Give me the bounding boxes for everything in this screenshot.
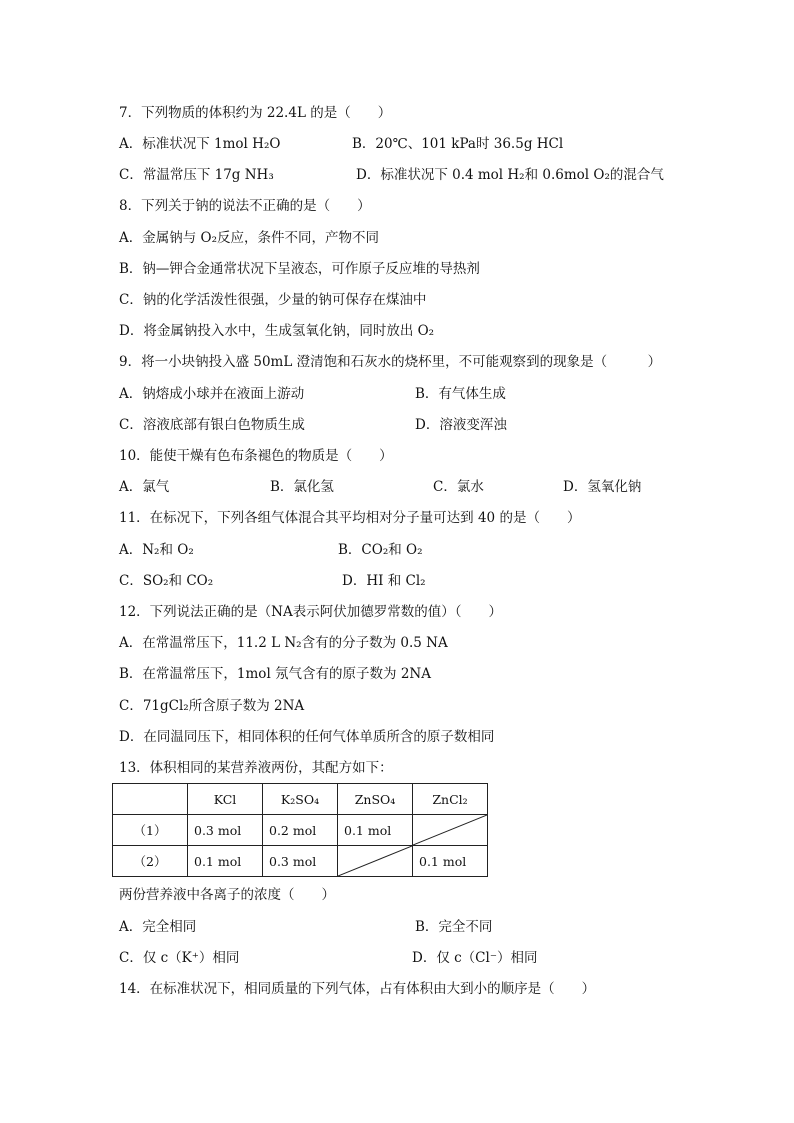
q12-option-c: C．71gCl₂所含原子数为 2NA bbox=[119, 698, 305, 714]
q8-option-d: D．将金属钠投入水中，生成氢氧化钠，同时放出 O₂ bbox=[119, 323, 435, 339]
q10-stem: 10．能使干燥有色布条褪色的物质是（ ） bbox=[119, 448, 393, 464]
table-cell: 0.3 mol bbox=[263, 846, 338, 877]
table-cell-empty-diagonal bbox=[338, 846, 413, 877]
table-cell: 0.3 mol bbox=[188, 815, 263, 846]
table-row bbox=[113, 815, 488, 846]
table-header-cell: ZnSO₄ bbox=[338, 784, 413, 815]
q7-option-c: C．常温常压下 17g NH₃ bbox=[119, 167, 274, 183]
q13-option-c: C．仅 c（K⁺）相同 bbox=[119, 950, 240, 966]
q12-option-d: D．在同温同压下，相同体积的任何气体单质所含的原子数相同 bbox=[119, 729, 495, 745]
q10-option-b: B．氯化氢 bbox=[270, 479, 334, 495]
q9-option-b: B．有气体生成 bbox=[415, 386, 506, 402]
table-cell: 0.1 mol bbox=[188, 846, 263, 877]
q9-option-c: C．溶液底部有银白色物质生成 bbox=[119, 417, 305, 433]
q8-option-a: A．金属钠与 O₂反应，条件不同，产物不同 bbox=[119, 230, 380, 246]
q7-option-d: D．标准状况下 0.4 mol H₂和 0.6mol O₂的混合气 bbox=[356, 167, 664, 183]
q9-stem: 9．将一小块钠投入盛 50mL 澄清饱和石灰水的烧杯里，不可能观察到的现象是（ ） bbox=[119, 354, 662, 370]
q13-option-b: B．完全不同 bbox=[415, 919, 493, 935]
table-row-label: （1） bbox=[113, 815, 188, 846]
q13-option-d: D．仅 c（Cl⁻）相同 bbox=[412, 950, 538, 966]
q8-stem: 8．下列关于钠的说法不正确的是（ ） bbox=[119, 198, 371, 214]
table-row-label: （2） bbox=[113, 846, 188, 877]
q12-stem: 12．下列说法正确的是（NA表示阿伏加德罗常数的值）（ ） bbox=[119, 604, 502, 620]
q11-stem: 11．在标况下，下列各组气体混合其平均相对分子量可达到 40 的是（ ） bbox=[119, 510, 581, 526]
q10-option-a: A．氯气 bbox=[119, 479, 170, 495]
q11-option-b: B．CO₂和 O₂ bbox=[338, 542, 423, 558]
q9-option-d: D．溶液变浑浊 bbox=[415, 417, 507, 433]
q11-option-a: A．N₂和 O₂ bbox=[119, 542, 194, 558]
table-header-cell: ZnCl₂ bbox=[413, 784, 488, 815]
q12-option-a: A．在常温常压下，11.2 L N₂含有的分子数为 0.5 NA bbox=[119, 635, 448, 651]
table-cell: 0.1 mol bbox=[338, 815, 413, 846]
q10-option-d: D．氢氧化钠 bbox=[563, 479, 642, 495]
q7-stem: 7．下列物质的体积约为 22.4L 的是（ ） bbox=[119, 105, 392, 121]
table-row bbox=[113, 846, 488, 877]
q10-option-c: C．氯水 bbox=[433, 479, 484, 495]
table-header-cell bbox=[113, 784, 188, 815]
table-header-cell: K₂SO₄ bbox=[263, 784, 338, 815]
q13-followup: 两份营养液中各离子的浓度（ ） bbox=[119, 887, 335, 903]
table-cell: 0.2 mol bbox=[263, 815, 338, 846]
q8-option-c: C．钠的化学活泼性很强，少量的钠可保存在煤油中 bbox=[119, 292, 427, 308]
diagonal-slash bbox=[338, 846, 412, 876]
nutrient-recipe-table bbox=[112, 783, 488, 877]
table-header-row bbox=[113, 784, 488, 815]
q7-option-b: B．20℃、101 kPa时 36.5g HCl bbox=[352, 136, 564, 152]
q11-option-d: D．HI 和 Cl₂ bbox=[342, 573, 426, 589]
q8-option-b: B．钠—钾合金通常状况下呈液态，可作原子反应堆的导热剂 bbox=[119, 261, 480, 277]
diagonal-slash bbox=[413, 815, 487, 845]
q14-stem: 14．在标准状况下，相同质量的下列气体，占有体积由大到小的顺序是（ ） bbox=[119, 981, 596, 997]
q9-option-a: A．钠熔成小球并在液面上游动 bbox=[119, 386, 305, 402]
table-header-cell: KCl bbox=[188, 784, 263, 815]
q13-option-a: A．完全相同 bbox=[119, 919, 197, 935]
q12-option-b: B．在常温常压下，1mol 氖气含有的原子数为 2NA bbox=[119, 666, 431, 682]
q13-stem: 13．体积相同的某营养液两份，其配方如下： bbox=[119, 760, 393, 776]
table-cell-empty-diagonal bbox=[413, 815, 488, 846]
q7-option-a: A．标准状况下 1mol H₂O bbox=[119, 136, 281, 152]
table-cell: 0.1 mol bbox=[413, 846, 488, 877]
q11-option-c: C．SO₂和 CO₂ bbox=[119, 573, 214, 589]
